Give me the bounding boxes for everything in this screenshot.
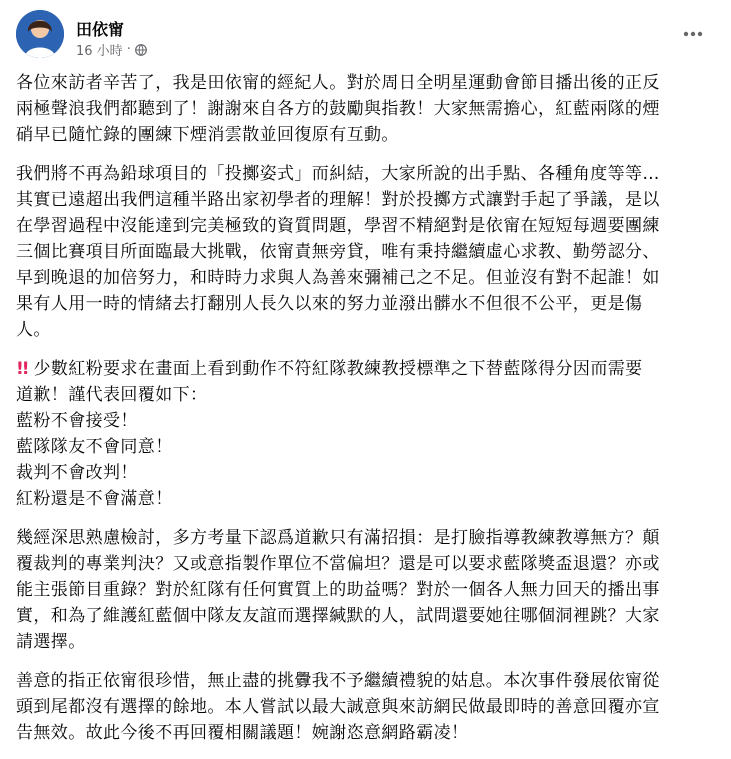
text-line: 藍粉不會接受！ [16,411,138,431]
text-line: 道歉！謹代表回覆如下： [16,385,208,405]
author-name[interactable]: 田依甯 [76,20,125,39]
text-line: 我們將不再為鉛球項目的「投擲姿式」而糾結，大家所說的出手點、各種角度等等… [16,164,660,184]
text-line: 紅粉還是不會滿意！ [16,489,173,509]
text-line: 裁判不會改判！ [16,463,138,483]
text-line: 各位來訪者辛苦了，我是田依甯的經紀人。對於周日全明星運動會節目播出後的正反 [16,73,660,93]
avatar-image [16,10,64,58]
post-meta [76,40,147,59]
post-body [16,70,716,759]
post-time[interactable]: 16 小時 [76,44,123,59]
text-line: 實，和為了維護紅藍個中隊友友誼而選擇緘默的人，試問還要她往哪個洞裡跳？大家 [16,606,660,626]
text-line: 能主張節目重錄？對於紅隊有任何實質上的助益嗎？對於一個各人無力回天的播出事 [16,580,660,600]
author-avatar[interactable] [16,10,64,58]
text-line: 藍隊隊友不會同意！ [16,437,173,457]
paragraph-2 [16,161,716,343]
text-line: 覆裁判的專業判決？又或意指製作單位不當偏坦？還是可以要求藍隊獎盃退還？亦或 [16,554,660,574]
paragraph-1 [16,70,716,148]
meta-separator: · [126,42,131,57]
more-horizontal-icon [683,31,703,37]
paragraph-5 [16,668,716,746]
double-exclamation-icon: !! [16,359,28,379]
text-line: 善意的指正依甯很珍惜，無止盡的挑釁我不予繼續禮貌的姑息。本次事件發展依甯從 [16,671,660,691]
text-line: 其實已遠超出我們這種半路出家初學者的理解！對於投擲方式讓對手起了爭議，是以 [16,190,660,210]
text-line: 兩極聲浪我們都聽到了！謝謝來自各方的鼓勵與指教！大家無需擔心，紅藍兩隊的煙 [16,99,660,119]
text-line: 硝早已隨忙錄的團練下煙消雲散並回復原有互動。 [16,125,399,145]
text-line: 請選擇。 [16,632,86,652]
text-line: 告無效。故此今後不再回覆相關議題！婉謝恣意網路霸凌！ [16,723,469,743]
text-line: 頭到尾都沒有選擇的餘地。本人嘗試以最大誠意與來訪網民做最即時的善意回覆亦宣 [16,697,660,717]
paragraph-3 [16,356,716,512]
post-header [16,10,715,60]
more-options-button[interactable] [677,20,709,48]
text-line [16,356,716,382]
globe-icon [135,44,147,56]
paragraph-4 [16,525,716,655]
text-line: 人。 [16,320,51,340]
text-line: 果有人用一時的情緒去打翻別人長久以來的努力並潑出髒水不但很不公平，更是傷 [16,294,643,314]
text-line: 三個比賽項目所面臨最大挑戰，依甯責無旁貸，唯有秉持繼續虛心求教、勤勞認分、 [16,242,660,262]
text-line: 在學習過程中沒能達到完美極致的資質問題，學習不精絕對是依甯在短短每週要團練 [16,216,660,236]
text-line: 幾經深思熟慮檢討，多方考量下認爲道歉只有滿招損：是打臉指導教練教導無方？顛 [16,528,660,548]
warning-text: 少數紅粉要求在畫面上看到動作不符紅隊教練教授標準之下替藍隊得分因而需要 [33,359,643,379]
text-line: 早到晚退的加倍努力，和時時力求與人為善來彌補己之不足。但並沒有對不起誰！如 [16,268,660,288]
